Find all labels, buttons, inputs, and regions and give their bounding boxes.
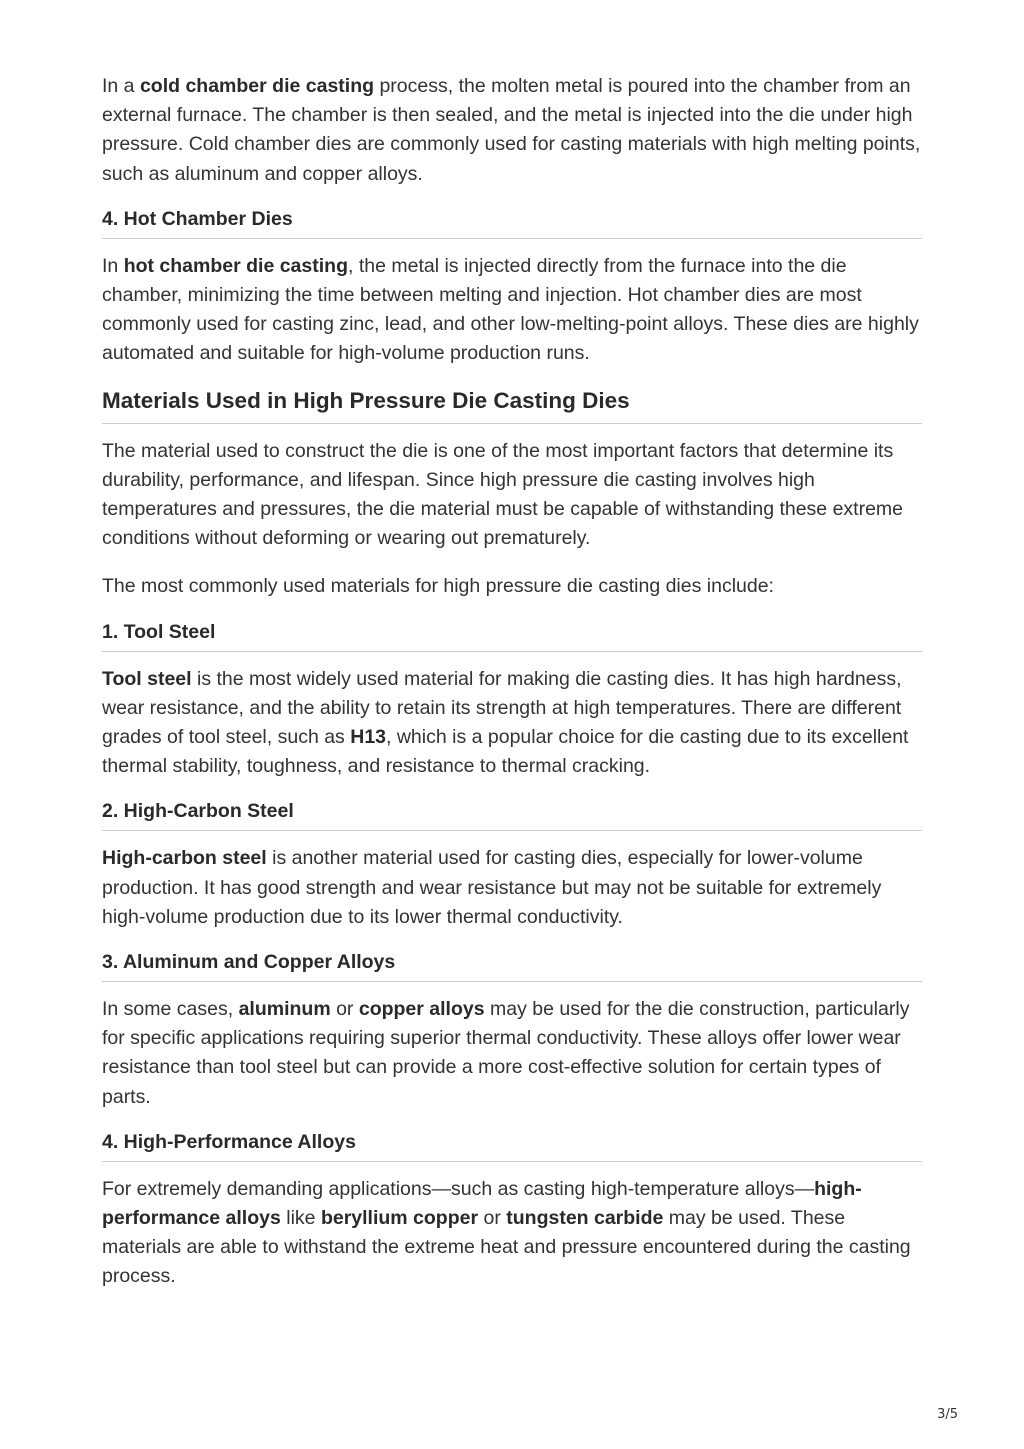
tool-steel-term: Tool steel (102, 667, 192, 690)
high-perf-paragraph: For extremely demanding applications—such as casting high-temperature alloys—high-performance alloys like beryllium copper or tungsten carbide may be used. These materials are able to withstand the extreme heat and pressure encountered during the casting process. (102, 1177, 911, 1288)
high-carbon-term: High-carbon steel (102, 847, 267, 870)
tungsten-carbide-term: tungsten carbide (506, 1207, 664, 1230)
hot-chamber-paragraph: In hot chamber die casting, the metal is injected directly from the furnace into the die chamber, minimizing the time between melting and injection. Hot chamber dies are most commonly used for casting zinc, lead, and other low-melting-point alloys. These dies are highly automated and suitable for high-volume production runs. (102, 254, 919, 365)
high-perf-term: high-performance alloys (102, 1177, 862, 1230)
document-page (102, 72, 922, 1311)
materials-list-lead: The most commonly used materials for high pressure die casting dies include: (102, 575, 774, 598)
high-perf-heading: 4. High-Performance Alloys (102, 1131, 922, 1162)
tool-steel-heading: 1. Tool Steel (102, 621, 922, 652)
materials-section-heading: Materials Used in High Pressure Die Casting Dies (102, 388, 922, 424)
cold-chamber-paragraph: In a cold chamber die casting process, the molten metal is poured into the chamber from an external furnace. The chamber is then sealed, and the metal is injected into the die under high pressure. Cold chamber dies are commonly used for casting materials with high melting points, such as aluminum and copper alloys. (102, 75, 921, 185)
aluminum-term: aluminum (238, 998, 331, 1021)
h13-term: H13 (350, 726, 387, 749)
beryllium-copper-term: beryllium copper (320, 1207, 479, 1230)
alu-copper-heading: 3. Aluminum and Copper Alloys (102, 951, 922, 982)
cold-chamber-term: cold chamber die casting (139, 75, 375, 97)
hot-chamber-term: hot chamber die casting (123, 254, 348, 277)
copper-alloys-term: copper alloys (358, 998, 485, 1021)
alu-copper-paragraph: In some cases, aluminum or copper alloys may be used for the die construction, particularly for specific applications requiring superior thermal conductivity. These alloys offer lower wear resistance than tool steel but can provide a more cost-effective solution for certain types of parts. (102, 998, 910, 1108)
hot-chamber-heading: 4. Hot Chamber Dies (102, 208, 922, 239)
high-carbon-heading: 2. High-Carbon Steel (102, 800, 922, 831)
tool-steel-paragraph: Tool steel is the most widely used material for making die casting dies. It has high hardness, wear resistance, and the ability to retain its strength at high temperatures. There are different grades of tool steel, such as H13, which is a popular choice for die casting due to its excellent thermal stability, toughness, and resistance to thermal cracking. (102, 667, 909, 778)
materials-intro-paragraph: The material used to construct the die is one of the most important factors that determine its durability, performance, and lifespan. Since high pressure die casting involves high temperatures and pressures, the die material must be capable of withstanding these extreme conditions without deforming or wearing out prematurely. (102, 439, 904, 550)
page-number: 3/5 (937, 1407, 958, 1422)
high-carbon-paragraph: High-carbon steel is another material used for casting dies, especially for lower-volume production. It has good strength and wear resistance but may not be suitable for extremely high-volume production due to its lower thermal conductivity. (102, 847, 882, 928)
